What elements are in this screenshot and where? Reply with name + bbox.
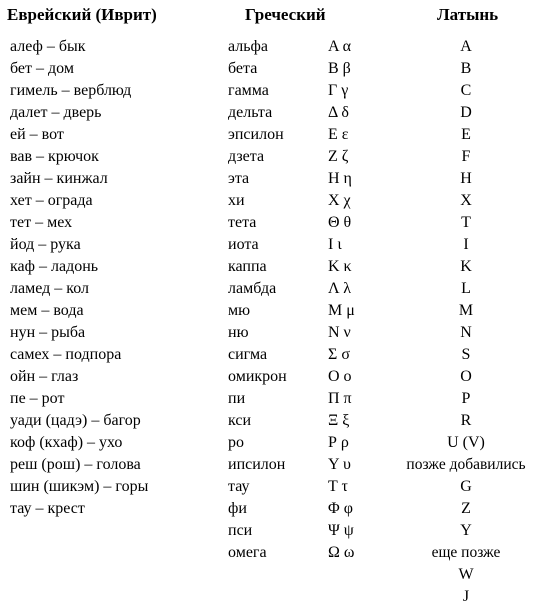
greek-name-item: бета [228, 60, 258, 77]
greek-name-item: гамма [228, 82, 269, 99]
latin-letter-item: L [461, 280, 471, 297]
latin-letter-item: R [460, 412, 472, 429]
greek-letter-item: Α α [328, 38, 352, 55]
greek-letter-item: Φ φ [328, 500, 353, 517]
greek-letter-item: Ρ ρ [328, 434, 349, 451]
greek-letter-item: Ξ ξ [328, 412, 350, 429]
greek-name-item: ипсилон [228, 456, 286, 473]
greek-name-item: эта [228, 170, 250, 187]
greek-name-item: ламбда [228, 280, 277, 297]
greek-name-item: сигма [228, 346, 268, 363]
greek-name-item: иота [228, 236, 259, 253]
greek-letter-item: Δ δ [328, 104, 349, 121]
hebrew-letter-item: ойн – глаз [10, 368, 79, 385]
hebrew-letter-item: самех – подпора [10, 346, 122, 363]
hebrew-letter-item: ей – вот [10, 126, 64, 143]
greek-letter-item: Σ σ [328, 346, 350, 363]
greek-name-item: кси [228, 412, 252, 429]
greek-header: Греческий [245, 5, 326, 24]
greek-letter-item: Π π [328, 390, 352, 407]
latin-letter-item: T [461, 214, 471, 231]
greek-letter-item: Ω ω [328, 544, 355, 561]
latin-letter-item: Z [461, 500, 471, 517]
greek-name-item: омикрон [228, 368, 287, 385]
hebrew-letter-item: бет – дом [10, 60, 74, 77]
latin-letter-item: N [460, 324, 472, 341]
latin-letter-item: M [458, 302, 474, 319]
greek-name-item: дельта [228, 104, 273, 121]
greek-letter-item: Ψ ψ [328, 522, 354, 539]
greek-name-item: пи [228, 390, 246, 407]
hebrew-letter-item: реш (рош) – голова [10, 456, 141, 473]
greek-letter-item: Μ μ [328, 302, 355, 319]
greek-name-item: пси [228, 522, 253, 539]
latin-letter-item: P [461, 390, 471, 407]
greek-letter-item: Ν ν [328, 324, 351, 341]
hebrew-letter-item: каф – ладонь [10, 258, 99, 275]
greek-name-item: каппа [228, 258, 267, 275]
greek-name-item: тета [228, 214, 257, 231]
greek-letter-item: Χ χ [328, 192, 351, 209]
greek-name-item: хи [228, 192, 245, 209]
greek-letter-item: Ι ι [328, 236, 342, 253]
greek-name-item: мю [228, 302, 251, 319]
latin-letter-item: O [460, 368, 472, 385]
hebrew-letter-item: коф (кхаф) – ухо [10, 434, 123, 451]
greek-name-item: ро [228, 434, 244, 451]
latin-letter-item: еще позже [431, 544, 501, 561]
hebrew-letter-item: далет – дверь [10, 104, 102, 121]
hebrew-letter-item: пе – рот [10, 390, 65, 407]
hebrew-letter-item: тет – мех [10, 214, 73, 231]
hebrew-letter-item: зайн – кинжал [10, 170, 108, 187]
latin-letter-item: B [460, 60, 472, 77]
latin-letter-item: G [460, 478, 472, 495]
hebrew-letter-item: уади (цадэ) – багор [10, 412, 141, 429]
latin-letter-item: Y [460, 522, 472, 539]
greek-letter-item: Κ κ [328, 258, 352, 275]
latin-letter-item: J [462, 588, 470, 605]
greek-letter-item: Υ υ [328, 456, 351, 473]
latin-letter-item: I [463, 236, 469, 253]
greek-name-item: омега [228, 544, 267, 561]
latin-letter-item: C [460, 82, 472, 99]
hebrew-letter-list [10, 36, 148, 520]
greek-letter-list [328, 36, 355, 564]
latin-letter-item: K [460, 258, 472, 275]
latin-letter-item: позже добавились [406, 456, 526, 473]
greek-name-item: эпсилон [228, 126, 284, 143]
greek-name-item: тау [228, 478, 250, 495]
latin-letter-list [376, 36, 550, 608]
greek-letter-item: Β β [328, 60, 351, 77]
hebrew-letter-item: алеф – бык [10, 38, 86, 55]
greek-letter-item: Γ γ [328, 82, 349, 99]
greek-letter-item: Ο ο [328, 368, 352, 385]
greek-letter-item: Ε ε [328, 126, 349, 143]
latin-letter-item: W [458, 566, 474, 583]
greek-name-item: фи [228, 500, 247, 517]
greek-letter-item: Θ θ [328, 214, 352, 231]
hebrew-letter-item: нун – рыба [10, 324, 86, 341]
greek-name-item: дзета [228, 148, 265, 165]
hebrew-letter-item: хет – ограда [10, 192, 93, 209]
hebrew-letter-item: ламед – кол [10, 280, 89, 297]
hebrew-letter-item: вав – крючок [10, 148, 99, 165]
latin-letter-item: D [460, 104, 472, 121]
hebrew-letter-item: гимель – верблюд [10, 82, 132, 99]
latin-letter-item: F [461, 148, 471, 165]
latin-letter-item: X [460, 192, 472, 209]
hebrew-header: Еврейский (Иврит) [7, 5, 157, 24]
greek-name-item: альфа [228, 38, 268, 55]
latin-letter-item: A [460, 38, 472, 55]
greek-name-list [228, 36, 287, 564]
hebrew-letter-item: шин (шикэм) – горы [10, 478, 149, 495]
hebrew-letter-item: тау – крест [10, 500, 85, 517]
greek-letter-item: Ζ ζ [328, 148, 349, 165]
latin-letter-item: H [460, 170, 472, 187]
latin-header: Латынь [437, 5, 499, 24]
hebrew-letter-item: йод – рука [10, 236, 81, 253]
latin-letter-item: U (V) [447, 434, 485, 451]
greek-letter-item: Τ τ [328, 478, 348, 495]
hebrew-letter-item: мем – вода [10, 302, 84, 319]
greek-letter-item: Λ λ [328, 280, 351, 297]
latin-letter-item: S [461, 346, 471, 363]
latin-letter-item: E [461, 126, 471, 143]
greek-name-item: ню [228, 324, 249, 341]
greek-letter-item: Η η [328, 170, 352, 187]
